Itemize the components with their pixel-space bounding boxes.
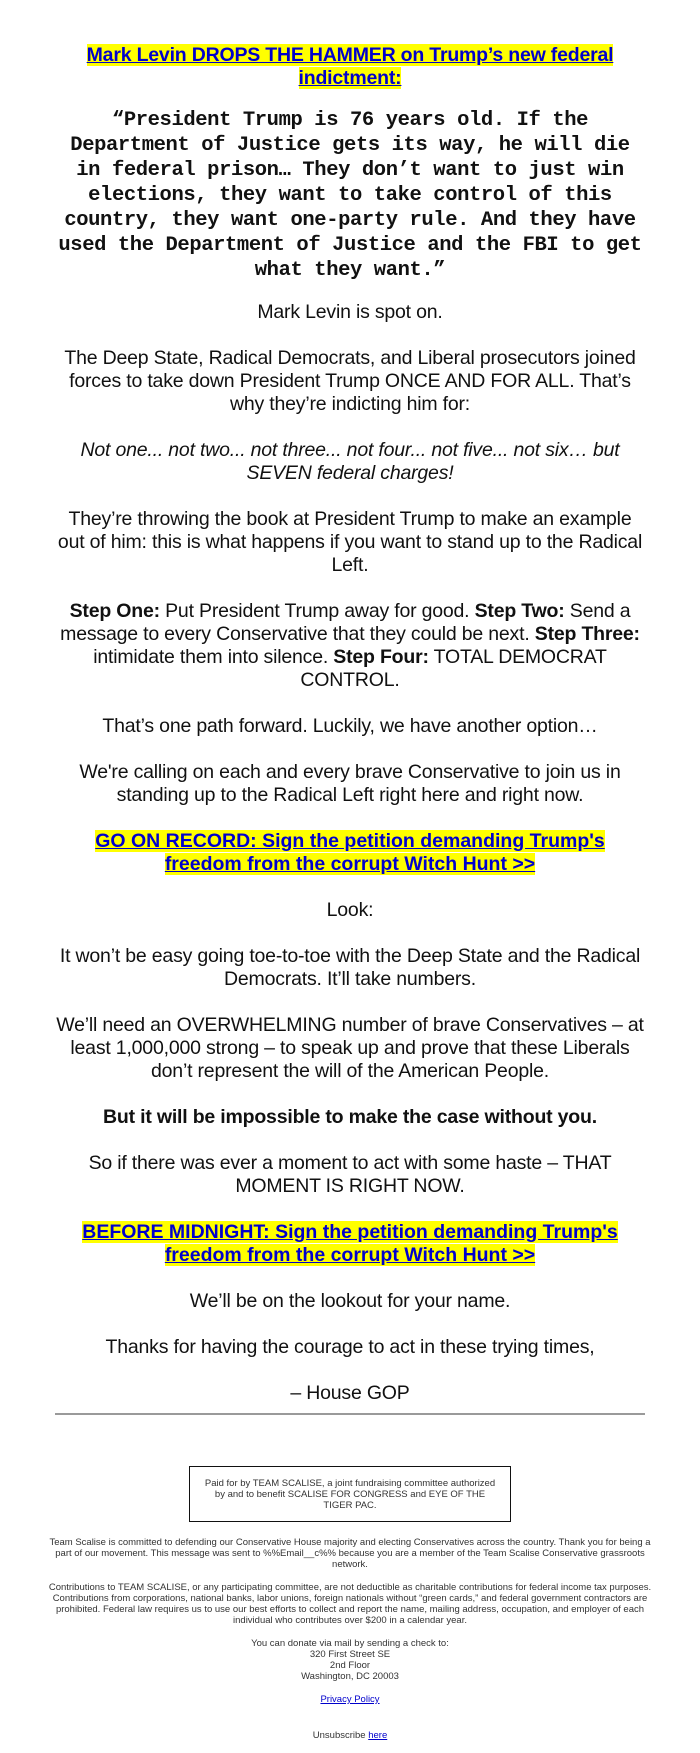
mailing-address	[45, 1638, 655, 1682]
paragraph-haste: So if there was ever a moment to act with some haste – THAT MOMENT IS RIGHT NOW.	[88, 1152, 612, 1197]
step-four-label: Step Four:	[333, 646, 429, 668]
step-three-text: intimidate them into silence.	[93, 646, 334, 668]
levin-quote: “President Trump is 76 years old. If the Department of Justice gets its way, he will die in federal prison… They don’t want to just win elections, they want to take control of this country, they want one-party rule. And they have used the Department of Justice and the FBI to get what they want.”	[58, 109, 642, 282]
petition-link-before-midnight[interactable]: BEFORE MIDNIGHT: Sign the petition demanding Trump's freedom from the corrupt Witch Hunt >>	[82, 1221, 618, 1266]
paragraph-impossible: But it will be impossible to make the case without you.	[103, 1106, 597, 1128]
cta-before-midnight	[55, 1221, 645, 1267]
address-line-2: 2nd Floor	[329, 1660, 371, 1671]
commitment-text: Team Scalise is committed to defending our Conservative House majority and electing Conservatives across the country. Thank you for being a part of our movement. This message was sent to %%Email__c%% because you are a member of the Team Scalise Conservative grassroots network.	[49, 1537, 651, 1570]
step-one-text: Put President Trump away for good.	[159, 600, 475, 622]
paragraph-overwhelming: We’ll need an OVERWHELMING number of brave Conservatives – at least 1,000,000 strong – to speak up and prove that these Liberals don’t represent the will of the American People.	[56, 1014, 644, 1082]
paragraph-calling-on: We're calling on each and every brave Conservative to join us in standing up to the Radical Left right here and right now.	[79, 761, 621, 806]
unsubscribe-text: Unsubscribe	[312, 1730, 369, 1741]
footer	[45, 1466, 655, 1741]
step-two-text: Send a message to every Conservative that they could be next.	[60, 600, 631, 645]
step-two-label: Step Two:	[474, 600, 565, 622]
donate-intro: You can donate via mail by sending a check to:	[251, 1638, 449, 1649]
unsubscribe-link[interactable]: here	[368, 1730, 388, 1741]
paragraph-throwing-book: They’re throwing the book at President Trump to make an example out of him: this is what happens if you want to stand up to the Radical Left.	[57, 508, 643, 576]
contributions-disclaimer: Contributions to TEAM SCALISE, or any participating committee, are not deductible as charitable contributions for federal income tax purposes. Contributions from corporations, national banks, labor unions, foreign nationals without “green cards,” and federal government contractors are prohibited. Federal law requires us to use our best efforts to collect and report the name, mailing address, occupation, and employer of each individual who contributes over $200 in a calendar year.	[48, 1582, 652, 1626]
privacy-row	[45, 1694, 655, 1705]
paragraph-spot-on: Mark Levin is spot on.	[257, 301, 443, 323]
privacy-policy-link[interactable]: Privacy Policy	[320, 1694, 380, 1705]
headline	[55, 44, 645, 90]
paragraph-thanks: Thanks for having the courage to act in these trying times,	[105, 1336, 595, 1358]
paragraph-toe-to-toe: It won’t be easy going toe-to-toe with the Deep State and the Radical Democrats. It’ll take numbers.	[59, 945, 641, 990]
unsubscribe-row	[45, 1730, 655, 1741]
cta-go-on-record	[55, 830, 645, 876]
paragraph-seven-charges: Not one... not two... not three... not four... not five... not six… but SEVEN federal charges!	[80, 439, 620, 484]
address-line-3: Washington, DC 20003	[301, 1671, 399, 1682]
paragraph-look: Look:	[326, 899, 374, 921]
headline-link[interactable]: Mark Levin DROPS THE HAMMER on Trump’s new federal indictment:	[86, 44, 614, 89]
email-body	[55, 0, 645, 1405]
paragraph-path-forward: That’s one path forward. Luckily, we have another option…	[102, 715, 598, 737]
paragraph-lookout: We’ll be on the lookout for your name.	[189, 1290, 511, 1312]
paragraph-deep-state: The Deep State, Radical Democrats, and Liberal prosecutors joined forces to take down President Trump ONCE AND FOR ALL. That’s why they’re indicting him for:	[64, 347, 636, 415]
paid-for-disclaimer: Paid for by TEAM SCALISE, a joint fundraising committee authorized by and to benefit SCALISE FOR CONGRESS and EYE OF THE TIGER PAC.	[189, 1466, 511, 1522]
step-one-label: Step One:	[69, 600, 160, 622]
footer-divider	[55, 1413, 645, 1415]
step-three-label: Step Three:	[534, 623, 640, 645]
step-four-text: TOTAL DEMOCRAT CONTROL.	[300, 646, 607, 691]
signature: – House GOP	[290, 1382, 410, 1404]
paragraph-steps	[55, 600, 645, 692]
address-line-1: 320 First Street SE	[309, 1649, 391, 1660]
petition-link-go-on-record[interactable]: GO ON RECORD: Sign the petition demanding Trump's freedom from the corrupt Witch Hunt >>	[95, 830, 605, 875]
